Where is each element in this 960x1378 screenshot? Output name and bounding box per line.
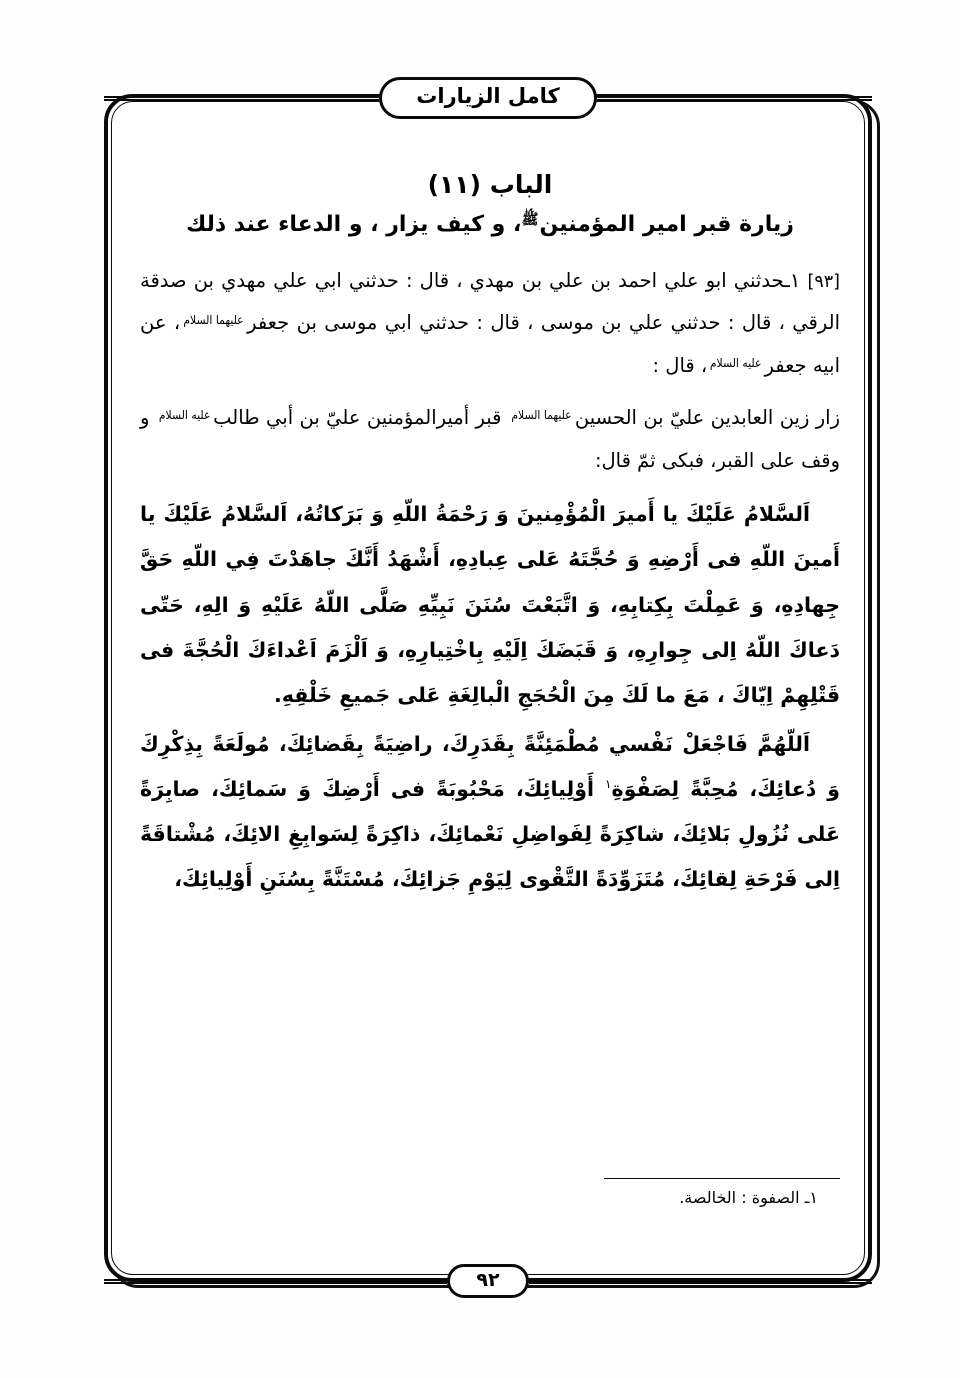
footnote-dash: ـ <box>804 1188 810 1207</box>
alayhissalam-icon-1: عليه السلام <box>710 355 762 370</box>
dua-text-part-1: اَللّهُمَّ فَاجْعَلْ نَفْسي مُطْمَئِنَّةً بِقَدَرِكَ، راضِيَةً بِقَضائِكَ، مُولَعَةً بِذِكْرِكَ وَ دُعائِكَ، مُحِبَّةً لِصَفْوَةِ <box>140 731 840 801</box>
footer-rule-left <box>104 1279 447 1284</box>
footnote-number: ١ <box>809 1188 818 1207</box>
alayhimassalam-icon-1: عليهما السلام <box>183 313 244 328</box>
header-rule-left <box>104 96 379 101</box>
narration-page-ref: [٩٣] <box>807 271 840 292</box>
narration-number: ١ <box>789 268 801 292</box>
footer-rule-right <box>529 1279 872 1284</box>
alayhimassalam-icon-2: عليهما السلام <box>511 408 572 423</box>
ziyarah-salutation-text: اَلسَّلامُ عَلَيْكَ يا أَميرَ الْمُؤْمِنينَ وَ رَحْمَةُ اللّهِ وَ بَرَكاتُهُ، اَلسَّلامُ عَلَيْكَ يا أَمينَ اللّهِ فى أَرْضِهِ وَ حُجَّتَهُ عَلى عِبادِهِ، أَشْهَدُ أَنَّكَ جاهَدْتَ فِي اللّهِ حَقَّ جِهادِهِ، وَ عَمِلْتَ بِكِتابِهِ، وَ اتَّبَعْتَ سُنَنَ نَبِيِّهِ صَلَّى اللّهُ عَلَيْهِ وَ الِهِ، حَتّى دَعاكَ اللّهُ اِلى جِوارِهِ، وَ قَبَضَكَ اِلَيْهِ بِاخْتِيارِهِ، وَ اَلْزَمَ اَعْداءَكَ الْحُجَّةَ فى قَتْلِهِمْ اِيّاكَ ، مَعَ ما لَكَ مِنَ الْحُجَجِ الْبالِغَةِ عَلى جَميعِ خَلْقِهِ. <box>140 502 840 707</box>
dua-text-part-2: أَوْلِيائِكَ، مَحْبُوبَةً فى أَرْضِكَ وَ سَمائِكَ، صابِرَةً عَلى نُزُولِ بَلائِكَ، شاكِرَةً لِفَواضِلِ نَعْمائِكَ، ذاكِرَةً لِسَوابِغِ الائِكَ، مُشْتاقَةً اِلى فَرْحَةِ لِقائِكَ، مُتَزَوِّدَةً التَّقْوى لِيَوْمِ جَزائِكَ، مُسْتَنَّةً بِسُنَنِ أَوْلِيائِكَ، <box>140 776 840 892</box>
chapter-subtitle <box>140 208 840 242</box>
footnote-entry <box>140 1185 840 1211</box>
page-number-band <box>104 1258 872 1304</box>
narration-isnad-text-2: ، عن ابيه جعفر <box>140 311 840 377</box>
sallallahu-alayhi-wa-alihi-icon: ﷺ <box>522 210 539 229</box>
running-head-band <box>104 72 872 124</box>
footnote-area <box>140 1178 840 1211</box>
page-content <box>140 168 840 1168</box>
header-rule-right <box>597 96 872 101</box>
narration-isnad <box>140 260 840 388</box>
narration-matn <box>140 397 840 482</box>
footnote-separator-rule <box>604 1178 840 1179</box>
narration-matn-text-1: زار زين العابدين عليّ بن الحسين <box>574 406 841 430</box>
footnote-body: الصفوة : الخالصة. <box>679 1188 800 1207</box>
footnote-reference-marker: ١ <box>605 777 612 792</box>
narration-isnad-text-3: ، قال : <box>652 353 708 377</box>
ziyarah-dua-text <box>140 722 840 902</box>
running-head-title: كامل الزيارات <box>379 77 596 118</box>
alayhissalam-icon-2: عليه السلام <box>158 408 211 423</box>
chapter-subtitle-after: ، و كيف يزار ، و الدعاء عند ذلك <box>186 211 522 237</box>
narration-matn-text-2: قبر أميرالمؤمنين عليّ بن أبي طالب <box>213 406 502 430</box>
narration-isnad-text: حدثني ابو علي احمد بن علي بن مهدي ، قال : حدثني ابي علي مهدي بن صدقة الرقي ، قال : حدثني علي بن موسى ، قال : حدثني ابي موسى بن جعفر <box>140 268 840 335</box>
narration-dash: ـ <box>784 268 790 292</box>
chapter-title: الباب (١١) <box>427 170 553 199</box>
chapter-subtitle-before: زيارة قبر امير المؤمنين <box>539 211 794 237</box>
narration-matn-text-3: و وقف على القبر، فبكى ثمّ قال: <box>140 406 840 472</box>
page-number: ٩٢ <box>447 1264 528 1299</box>
